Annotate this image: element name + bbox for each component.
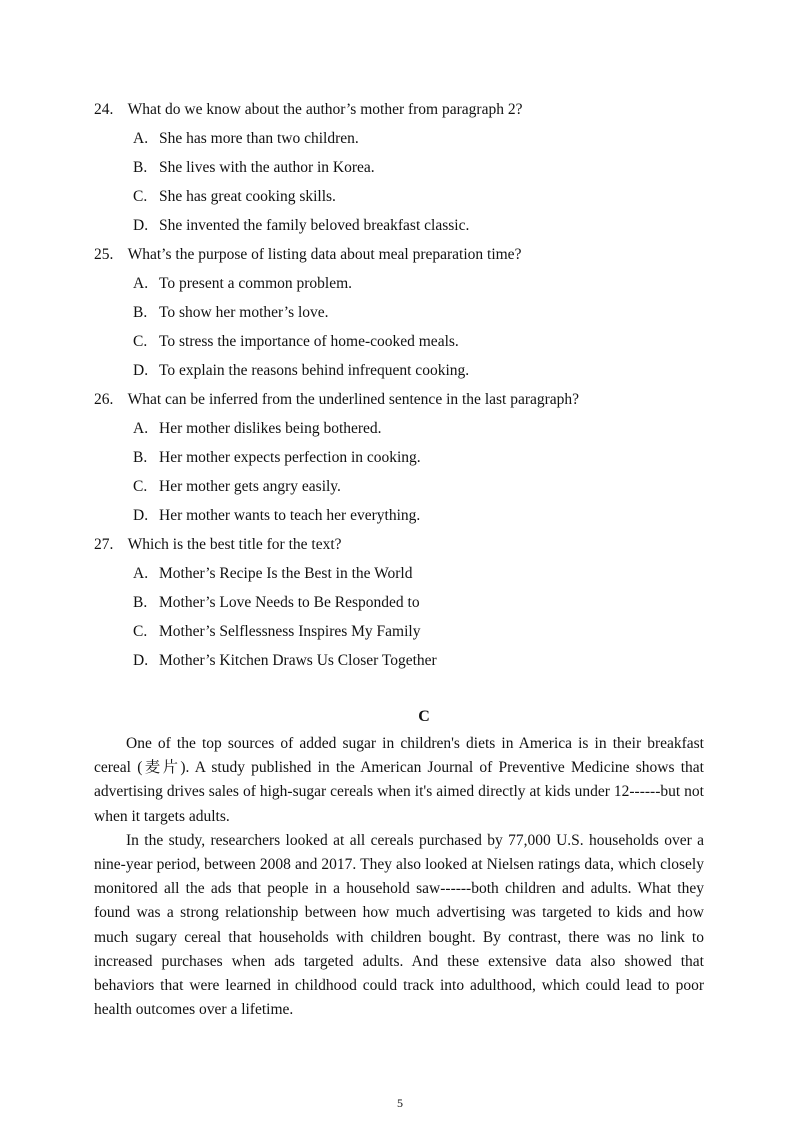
option-letter: A.: [133, 420, 149, 437]
option-text: To explain the reasons behind infrequent cooking.: [159, 362, 470, 379]
option-d: [94, 211, 734, 240]
option-letter: C.: [133, 188, 148, 205]
option-letter: A.: [133, 130, 149, 147]
option-b: [94, 153, 734, 182]
question-text: Which is the best title for the text?: [127, 536, 342, 553]
option-a: [94, 124, 734, 153]
option-text: Her mother expects perfection in cooking.: [159, 449, 421, 466]
option-b: [94, 298, 734, 327]
option-text: Mother’s Recipe Is the Best in the World: [159, 565, 413, 582]
option-d: [94, 356, 734, 385]
option-a: [94, 559, 734, 588]
option-letter: D.: [133, 507, 149, 524]
question-number: 25.: [94, 246, 114, 263]
option-a: [94, 269, 734, 298]
page-number: 5: [397, 1096, 403, 1110]
option-letter: A.: [133, 565, 149, 582]
passage-paragraph-1: One of the top sources of added sugar in children's diets in America is in their breakfast cereal (麦片). A study published in the American Journal of Preventive Medicine shows that advertising drives sales of high-sugar cereals when it's aimed directly at kids under 12------but not when it targets adults.: [94, 735, 704, 825]
option-text: She has great cooking skills.: [159, 188, 336, 205]
question-number: 26.: [94, 391, 114, 408]
option-text: To stress the importance of home-cooked meals.: [159, 333, 459, 350]
option-text: She lives with the author in Korea.: [159, 159, 375, 176]
option-text: She has more than two children.: [159, 130, 359, 147]
option-letter: B.: [133, 304, 148, 321]
question-stem: [94, 530, 734, 559]
option-b: [94, 588, 734, 617]
question-27: [94, 530, 734, 675]
option-letter: C.: [133, 478, 148, 495]
question-list: [94, 95, 734, 675]
option-c: [94, 327, 734, 356]
option-text: Her mother dislikes being bothered.: [159, 420, 382, 437]
question-text: What can be inferred from the underlined sentence in the last paragraph?: [127, 391, 580, 408]
option-letter: C.: [133, 333, 148, 350]
option-c: [94, 617, 734, 646]
option-a: [94, 414, 734, 443]
question-25: [94, 240, 734, 385]
question-stem: [94, 95, 734, 124]
question-number: 24.: [94, 101, 114, 118]
question-text: What’s the purpose of listing data about meal preparation time?: [127, 246, 522, 263]
option-letter: B.: [133, 159, 148, 176]
option-letter: B.: [133, 449, 148, 466]
option-d: [94, 646, 734, 675]
option-letter: B.: [133, 594, 148, 611]
question-stem: [94, 385, 734, 414]
option-text: Mother’s Selflessness Inspires My Family: [159, 623, 421, 640]
question-number: 27.: [94, 536, 114, 553]
option-b: [94, 443, 734, 472]
option-text: To show her mother’s love.: [159, 304, 329, 321]
option-text: She invented the family beloved breakfast classic.: [159, 217, 470, 234]
question-stem: [94, 240, 734, 269]
option-text: Mother’s Kitchen Draws Us Closer Together: [159, 652, 437, 669]
option-letter: D.: [133, 217, 149, 234]
option-letter: C.: [133, 623, 148, 640]
passage-paragraph-2: In the study, researchers looked at all cereals purchased by 77,000 U.S. households over a nine-year period, between 2008 and 2017. They also looked at Nielsen ratings data, which closely monitored all the ads that people in a household saw------both children and adults. What they found was a strong relationship between how much advertising was targeted to kids and how much sugary cereal that households with children bought. By contrast, there was no link to increased purchases when ads targeted adults. And these extensive data also showed that behaviors that were learned in childhood could track into adulthood, which could lead to poor health outcomes over a lifetime.: [94, 831, 704, 1019]
section-heading: C: [418, 708, 430, 725]
option-c: [94, 182, 734, 211]
option-d: [94, 501, 734, 530]
option-text: Her mother wants to teach her everything.: [159, 507, 421, 524]
option-text: Her mother gets angry easily.: [159, 478, 341, 495]
question-text: What do we know about the author’s mother from paragraph 2?: [127, 101, 523, 118]
option-text: To present a common problem.: [159, 275, 353, 292]
reading-passage-c: [94, 702, 704, 1022]
option-letter: D.: [133, 362, 149, 379]
option-text: Mother’s Love Needs to Be Responded to: [159, 594, 420, 611]
question-26: [94, 385, 734, 530]
option-letter: A.: [133, 275, 149, 292]
option-letter: D.: [133, 652, 149, 669]
option-c: [94, 472, 734, 501]
question-24: [94, 95, 734, 240]
